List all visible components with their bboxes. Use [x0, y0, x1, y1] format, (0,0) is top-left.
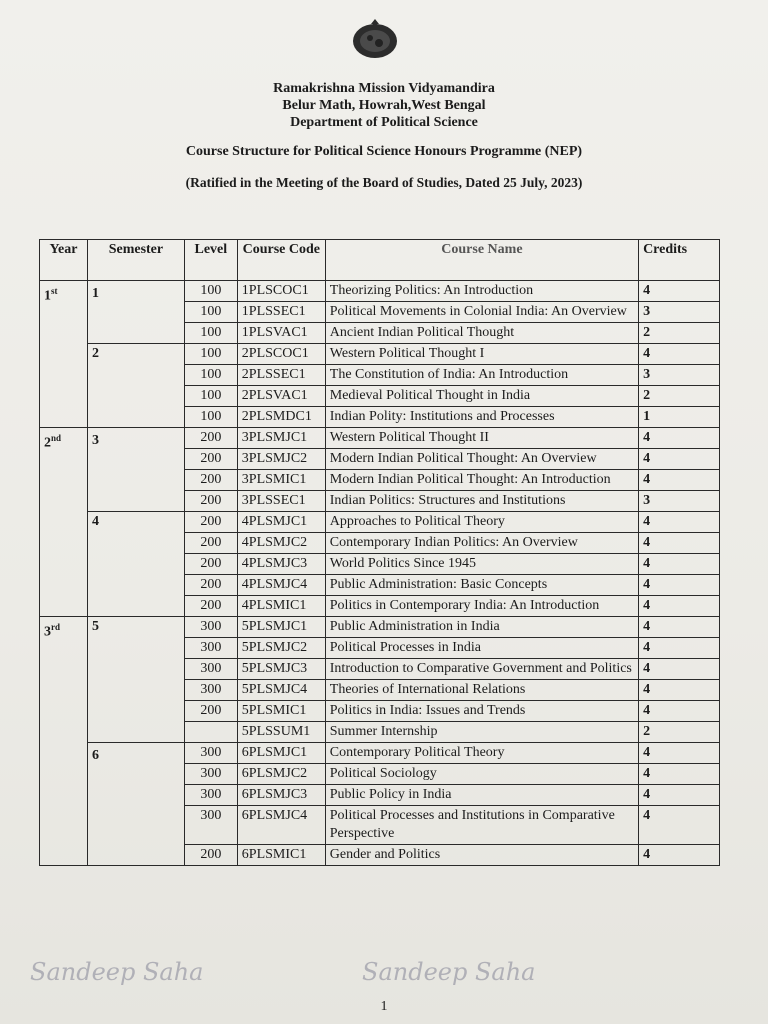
signature-right: Sandeep Saha	[362, 958, 536, 986]
credits-cell: 4	[639, 638, 720, 659]
course-name-cell: Indian Polity: Institutions and Processes	[325, 407, 638, 428]
level-cell	[184, 722, 237, 743]
course-name-cell: The Constitution of India: An Introduction	[325, 365, 638, 386]
course-code-cell: 6PLSMJC1	[237, 743, 325, 764]
credits-cell: 4	[639, 743, 720, 764]
course-name-cell: Political Processes in India	[325, 638, 638, 659]
course-name-cell: Introduction to Comparative Government and Politics	[325, 659, 638, 680]
course-name-cell: Ancient Indian Political Thought	[325, 323, 638, 344]
course-code-cell: 4PLSMJC1	[237, 512, 325, 533]
year-label: 1	[44, 288, 51, 304]
credits-cell: 4	[639, 512, 720, 533]
level-cell: 100	[184, 386, 237, 407]
credits-cell: 4	[639, 344, 720, 365]
course-code-cell: 2PLSMDC1	[237, 407, 325, 428]
year-label: 3	[44, 624, 51, 640]
course-name-cell: Approaches to Political Theory	[325, 512, 638, 533]
course-code-cell: 6PLSMIC1	[237, 845, 325, 866]
credits-cell: 4	[639, 785, 720, 806]
table-row	[40, 743, 720, 764]
level-cell: 300	[184, 617, 237, 638]
semester-cell: 3	[87, 428, 184, 512]
institution-name: Ramakrishna Mission Vidyamandira	[273, 81, 495, 96]
course-code-cell: 5PLSMJC4	[237, 680, 325, 701]
course-name-cell: Theories of International Relations	[325, 680, 638, 701]
semester-cell: 5	[87, 617, 184, 743]
credits-cell: 4	[639, 575, 720, 596]
year-cell	[40, 281, 88, 428]
department-name: Department of Political Science	[290, 115, 478, 130]
course-structure-table	[39, 239, 720, 866]
level-cell: 100	[184, 323, 237, 344]
level-cell: 300	[184, 785, 237, 806]
header-credits: Credits	[639, 240, 720, 281]
level-cell: 200	[184, 428, 237, 449]
credits-cell: 4	[639, 764, 720, 785]
course-code-cell: 2PLSCOC1	[237, 344, 325, 365]
header-semester: Semester	[87, 240, 184, 281]
level-cell: 200	[184, 845, 237, 866]
course-name-cell: Summer Internship	[325, 722, 638, 743]
level-cell: 200	[184, 596, 237, 617]
semester-cell: 6	[87, 743, 184, 866]
table-row	[40, 617, 720, 638]
course-code-cell: 4PLSMJC2	[237, 533, 325, 554]
level-cell: 100	[184, 344, 237, 365]
table-row	[40, 512, 720, 533]
course-code-cell: 4PLSMJC3	[237, 554, 325, 575]
course-name-cell: Political Movements in Colonial India: An Overview	[325, 302, 638, 323]
institution-block	[0, 80, 768, 131]
course-name-cell: Western Political Thought II	[325, 428, 638, 449]
course-name-cell: Contemporary Political Theory	[325, 743, 638, 764]
course-name-cell: Gender and Politics	[325, 845, 638, 866]
level-cell: 300	[184, 764, 237, 785]
level-cell: 200	[184, 449, 237, 470]
course-code-cell: 5PLSMIC1	[237, 701, 325, 722]
level-cell: 200	[184, 554, 237, 575]
credits-cell: 1	[639, 407, 720, 428]
document-title: Course Structure for Political Science Honours Programme (NEP)	[185, 144, 583, 159]
level-cell: 100	[184, 365, 237, 386]
year-suffix: rd	[51, 622, 60, 632]
level-cell: 300	[184, 806, 237, 845]
course-name-cell: Contemporary Indian Politics: An Overview	[325, 533, 638, 554]
year-suffix: nd	[51, 433, 62, 443]
credits-cell: 2	[639, 323, 720, 344]
credits-cell: 4	[639, 701, 720, 722]
institution-emblem-icon	[349, 14, 401, 62]
credits-cell: 4	[639, 596, 720, 617]
course-code-cell: 6PLSMJC4	[237, 806, 325, 845]
table-row	[40, 428, 720, 449]
course-code-cell: 5PLSMJC1	[237, 617, 325, 638]
course-name-cell: Indian Politics: Structures and Institutions	[325, 491, 638, 512]
year-cell	[40, 617, 88, 866]
course-code-cell: 2PLSVAC1	[237, 386, 325, 407]
page-number: 1	[380, 999, 388, 1014]
course-code-cell: 5PLSMJC3	[237, 659, 325, 680]
level-cell: 300	[184, 638, 237, 659]
header-level: Level	[184, 240, 237, 281]
course-code-cell: 2PLSSEC1	[237, 365, 325, 386]
header-course-name: Course Name	[325, 240, 638, 281]
document-subtitle: (Ratified in the Meeting of the Board of Studies, Dated 25 July, 2023)	[185, 175, 583, 190]
course-code-cell: 3PLSMIC1	[237, 470, 325, 491]
year-cell	[40, 428, 88, 617]
credits-cell: 4	[639, 845, 720, 866]
level-cell: 100	[184, 302, 237, 323]
level-cell: 200	[184, 701, 237, 722]
credits-cell: 2	[639, 722, 720, 743]
level-cell: 200	[184, 470, 237, 491]
credits-cell: 4	[639, 554, 720, 575]
credits-cell: 4	[639, 470, 720, 491]
level-cell: 300	[184, 743, 237, 764]
course-name-cell: Medieval Political Thought in India	[325, 386, 638, 407]
course-code-cell: 5PLSMJC2	[237, 638, 325, 659]
table-header-row	[40, 240, 720, 281]
course-code-cell: 3PLSMJC2	[237, 449, 325, 470]
course-name-cell: Theorizing Politics: An Introduction	[325, 281, 638, 302]
year-suffix: st	[51, 286, 58, 296]
level-cell: 100	[184, 281, 237, 302]
level-cell: 200	[184, 512, 237, 533]
level-cell: 300	[184, 659, 237, 680]
year-label: 2	[44, 435, 51, 451]
credits-cell: 4	[639, 281, 720, 302]
course-code-cell: 6PLSMJC2	[237, 764, 325, 785]
course-name-cell: World Politics Since 1945	[325, 554, 638, 575]
course-name-cell: Public Policy in India	[325, 785, 638, 806]
level-cell: 200	[184, 533, 237, 554]
course-name-cell: Public Administration: Basic Concepts	[325, 575, 638, 596]
level-cell: 300	[184, 680, 237, 701]
course-code-cell: 4PLSMJC4	[237, 575, 325, 596]
credits-cell: 4	[639, 428, 720, 449]
credits-cell: 4	[639, 659, 720, 680]
table-row	[40, 344, 720, 365]
semester-cell: 1	[87, 281, 184, 344]
semester-cell: 4	[87, 512, 184, 617]
course-name-cell: Political Processes and Institutions in Comparative Perspective	[325, 806, 638, 845]
credits-cell: 4	[639, 533, 720, 554]
signature-left: Sandeep Saha	[30, 958, 204, 986]
course-code-cell: 4PLSMIC1	[237, 596, 325, 617]
credits-cell: 4	[639, 449, 720, 470]
semester-cell: 2	[87, 344, 184, 428]
course-name-cell: Politics in Contemporary India: An Introduction	[325, 596, 638, 617]
course-name-cell: Modern Indian Political Thought: An Overview	[325, 449, 638, 470]
table-row	[40, 281, 720, 302]
course-code-cell: 3PLSSEC1	[237, 491, 325, 512]
level-cell: 200	[184, 491, 237, 512]
course-code-cell: 6PLSMJC3	[237, 785, 325, 806]
credits-cell: 4	[639, 617, 720, 638]
course-name-cell: Political Sociology	[325, 764, 638, 785]
course-code-cell: 1PLSSEC1	[237, 302, 325, 323]
credits-cell: 3	[639, 365, 720, 386]
credits-cell: 3	[639, 302, 720, 323]
course-code-cell: 5PLSSUM1	[237, 722, 325, 743]
level-cell: 100	[184, 407, 237, 428]
course-name-cell: Public Administration in India	[325, 617, 638, 638]
credits-cell: 4	[639, 806, 720, 845]
credits-cell: 2	[639, 386, 720, 407]
header-year: Year	[40, 240, 88, 281]
course-code-cell: 3PLSMJC1	[237, 428, 325, 449]
course-name-cell: Western Political Thought I	[325, 344, 638, 365]
credits-cell: 3	[639, 491, 720, 512]
level-cell: 200	[184, 575, 237, 596]
institution-address: Belur Math, Howrah,West Bengal	[282, 98, 486, 113]
course-code-cell: 1PLSCOC1	[237, 281, 325, 302]
course-name-cell: Politics in India: Issues and Trends	[325, 701, 638, 722]
course-name-cell: Modern Indian Political Thought: An Introduction	[325, 470, 638, 491]
course-code-cell: 1PLSVAC1	[237, 323, 325, 344]
header-course-code: Course Code	[237, 240, 325, 281]
credits-cell: 4	[639, 680, 720, 701]
